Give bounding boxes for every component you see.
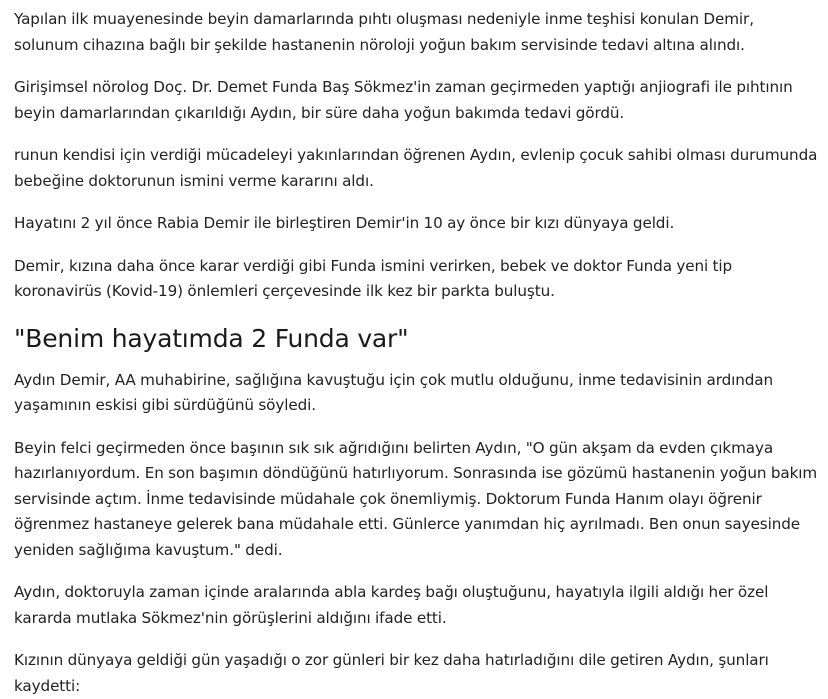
article-paragraph: Kızının dünyaya geldiği gün yaşadığı o zor günleri bir kez daha hatırladığını dile getiren Aydın, şunları kaydetti:	[14, 651, 769, 695]
article-paragraph: Demir, kızına daha önce karar verdiği gibi Funda ismini verirken, bebek ve doktor Funda yeni tip koronavirüs (Kovid-19) önlemleri çerçevesinde ilk kez bir parkta buluştu.	[14, 256, 733, 300]
section-heading: "Benim hayatımda 2 Funda var"	[14, 323, 409, 353]
article-paragraph: Beyin felci geçirmeden önce başının sık sık ağrıdığını belirten Aydın, "O gün akşam da evden çıkmaya hazırlanıyordum. En son başımın döndüğünü hatırlıyorum. Sonrasında ise gözümü hastanenin yoğun bakım servisinde açtım. İnme tedavisinde müdahale çok önemliymiş. Doktorum Funda Hanım olayı öğrenir öğrenmez hastaneye gelerek bana müdahale etti. Günlerce yanımdan hiç ayrılmadı. Ben onun sayesinde yeniden sağlığıma kavuştum." dedi.	[14, 438, 818, 559]
article-paragraph: runun kendisi için verdiği mücadeleyi yakınlarından öğrenen Aydın, evlenip çocuk sahibi olması durumunda bebeğine doktorunun ismini verme kararını aldı.	[14, 146, 818, 190]
article-paragraph: Girişimsel nörolog Doç. Dr. Demet Funda Baş Sökmez'in zaman geçirmeden yaptığı anjiografi ile pıhtının beyin damarlarından çıkarıldığı Aydın, bir süre daha yoğun bakımda tedavi gördü.	[14, 78, 793, 122]
article-paragraph: Aydın, doktoruyla zaman içinde aralarında abla kardeş bağı oluştuğunu, hayatıyla ilgili aldığı her özel kararda mutlaka Sökmez'nin görüşlerini aldığını ifade etti.	[14, 583, 769, 627]
article-body	[14, 0, 820, 699]
article-paragraph: Yapılan ilk muayenesinde beyin damarlarında pıhtı oluşması nedeniyle inme teşhisi konulan Demir, solunum cihazına bağlı bir şekilde hastanenin nöroloji yoğun bakım servisinde tedavi altına alındı.	[14, 10, 754, 54]
article-paragraph: Aydın Demir, AA muhabirine, sağlığına kavuştuğu için çok mutlu olduğunu, inme tedavisinin ardından yaşamının eskisi gibi sürdüğünü söyledi.	[14, 370, 774, 414]
article-paragraph: Hayatını 2 yıl önce Rabia Demir ile birleştiren Demir'in 10 ay önce bir kızı dünyaya geldi.	[14, 214, 675, 232]
